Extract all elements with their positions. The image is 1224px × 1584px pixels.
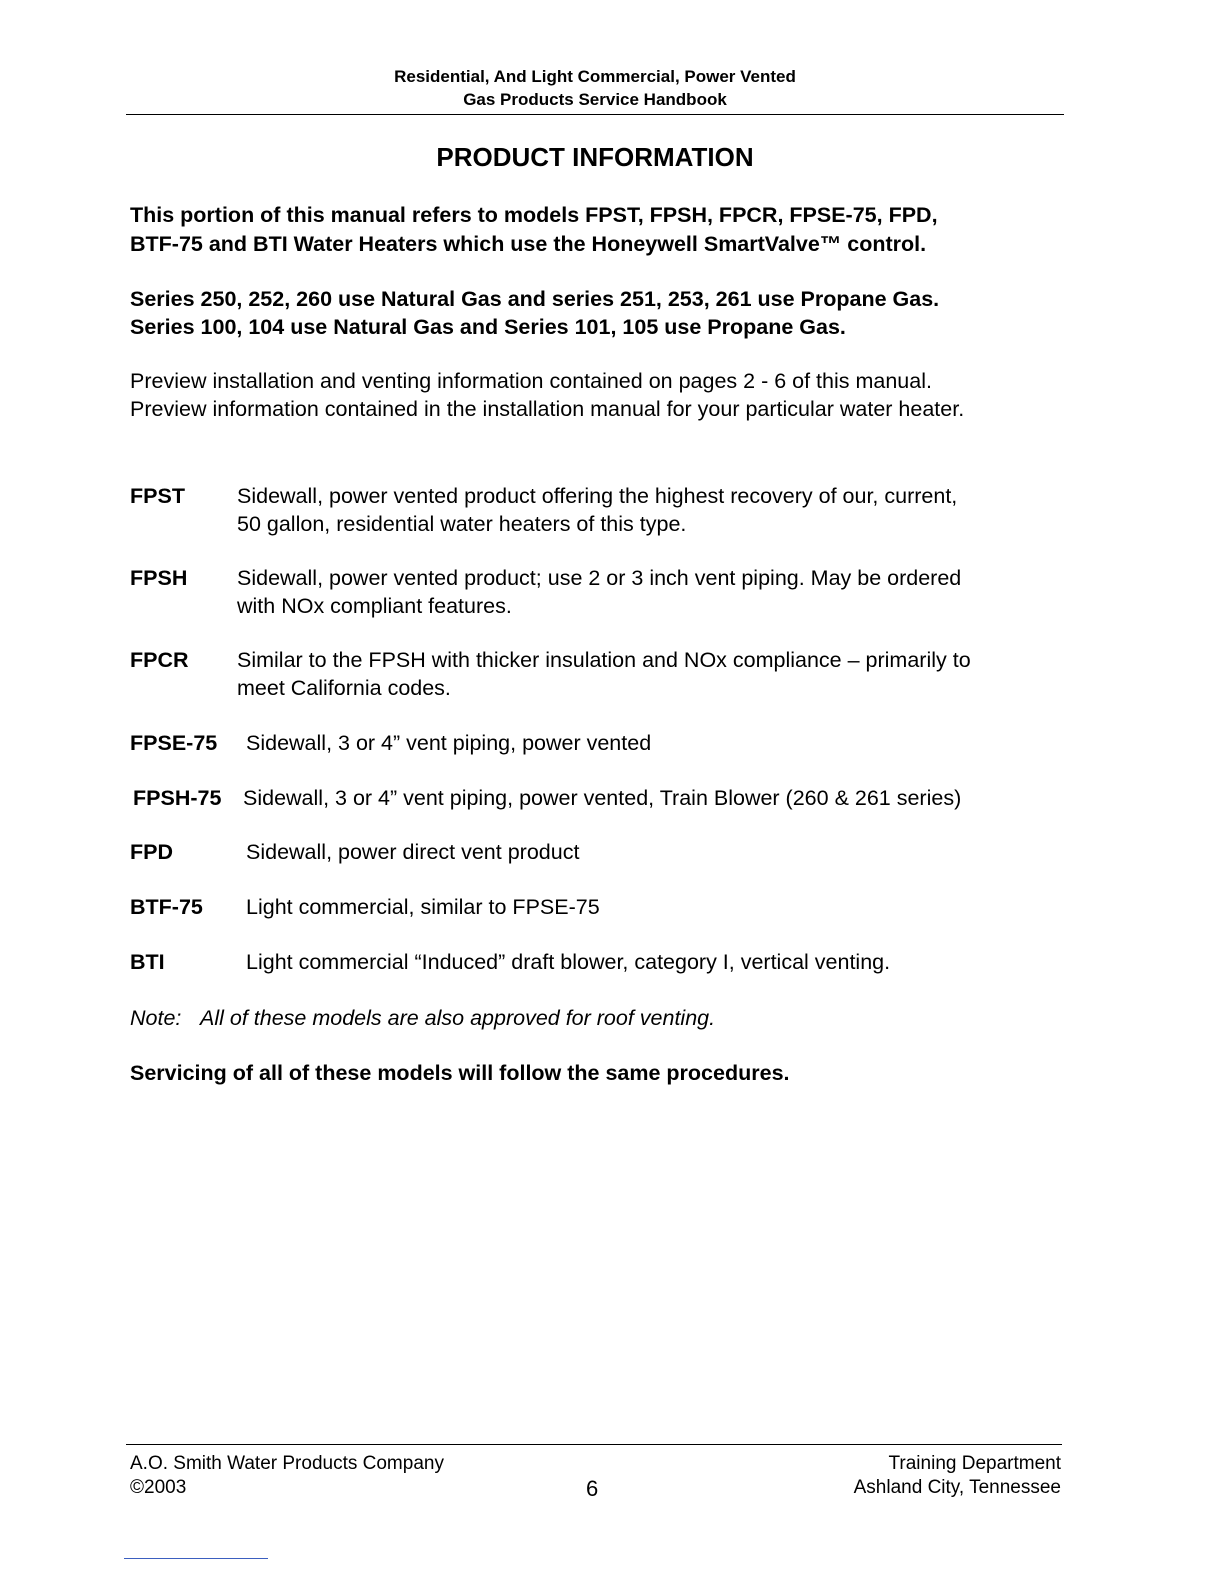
footer-divider [126,1444,1062,1445]
intro-line-2: BTF-75 and BTI Water Heaters which use the Honeywell SmartValve™ control. [130,232,927,256]
series-line-2: Series 100, 104 use Natural Gas and Series 101, 105 use Propane Gas. [130,315,846,339]
note [130,1004,715,1032]
model-code: FPSE-75 [130,731,218,755]
model-description: Sidewall, power vented product offering the highest recovery of our, current, [237,484,958,508]
header-divider [126,114,1064,115]
page-number: 6 [586,1476,599,1501]
model-description: Similar to the FPSH with thicker insulation and NOx compliance – primarily to [237,648,971,672]
footer-department: Training Department [888,1453,1061,1474]
model-description: Sidewall, 3 or 4” vent piping, power vented [246,731,652,755]
preview-line-1: Preview installation and venting information contained on pages 2 - 6 of this manual. [130,369,932,393]
model-code: BTF-75 [130,895,203,919]
model-code: FPCR [130,648,189,672]
model-code: FPSH-75 [133,786,222,810]
model-description-cont: with NOx compliant features. [237,594,512,618]
model-description: Sidewall, power direct vent product [246,840,580,864]
footer-right [854,1452,1061,1500]
header-line-2: Gas Products Service Handbook [463,90,727,109]
footer-copyright: ©2003 [130,1477,187,1498]
bottom-underline-decoration [124,1558,268,1559]
model-code: BTI [130,950,165,974]
model-code: FPD [130,840,173,864]
intro-line-1: This portion of this manual refers to models FPST, FPSH, FPCR, FPSE-75, FPD, [130,203,938,227]
model-description-cont: meet California codes. [237,676,451,700]
page-title: PRODUCT INFORMATION [436,142,754,172]
header-line-1: Residential, And Light Commercial, Power Vented [394,67,796,86]
model-code: FPSH [130,566,188,590]
model-description: Sidewall, power vented product; use 2 or 3 inch vent piping. May be ordered [237,566,962,590]
footer-company: A.O. Smith Water Products Company [130,1453,444,1474]
preview-line-2: Preview information contained in the installation manual for your particular water heater. [130,397,965,421]
servicing-statement: Servicing of all of these models will follow the same procedures. [130,1061,790,1085]
note-label: Note: [130,1006,182,1030]
footer-left [130,1452,444,1500]
note-text: All of these models are also approved for roof venting. [200,1006,716,1030]
series-line-1: Series 250, 252, 260 use Natural Gas and series 251, 253, 261 use Propane Gas. [130,287,940,311]
model-code: FPST [130,484,185,508]
model-description: Light commercial, similar to FPSE-75 [246,895,600,919]
footer-location: Ashland City, Tennessee [853,1477,1061,1498]
model-description: Sidewall, 3 or 4” vent piping, power vented, Train Blower (260 & 261 series) [243,786,962,810]
model-description-cont: 50 gallon, residential water heaters of this type. [237,512,687,536]
model-description: Light commercial “Induced” draft blower, category I, vertical venting. [246,950,891,974]
